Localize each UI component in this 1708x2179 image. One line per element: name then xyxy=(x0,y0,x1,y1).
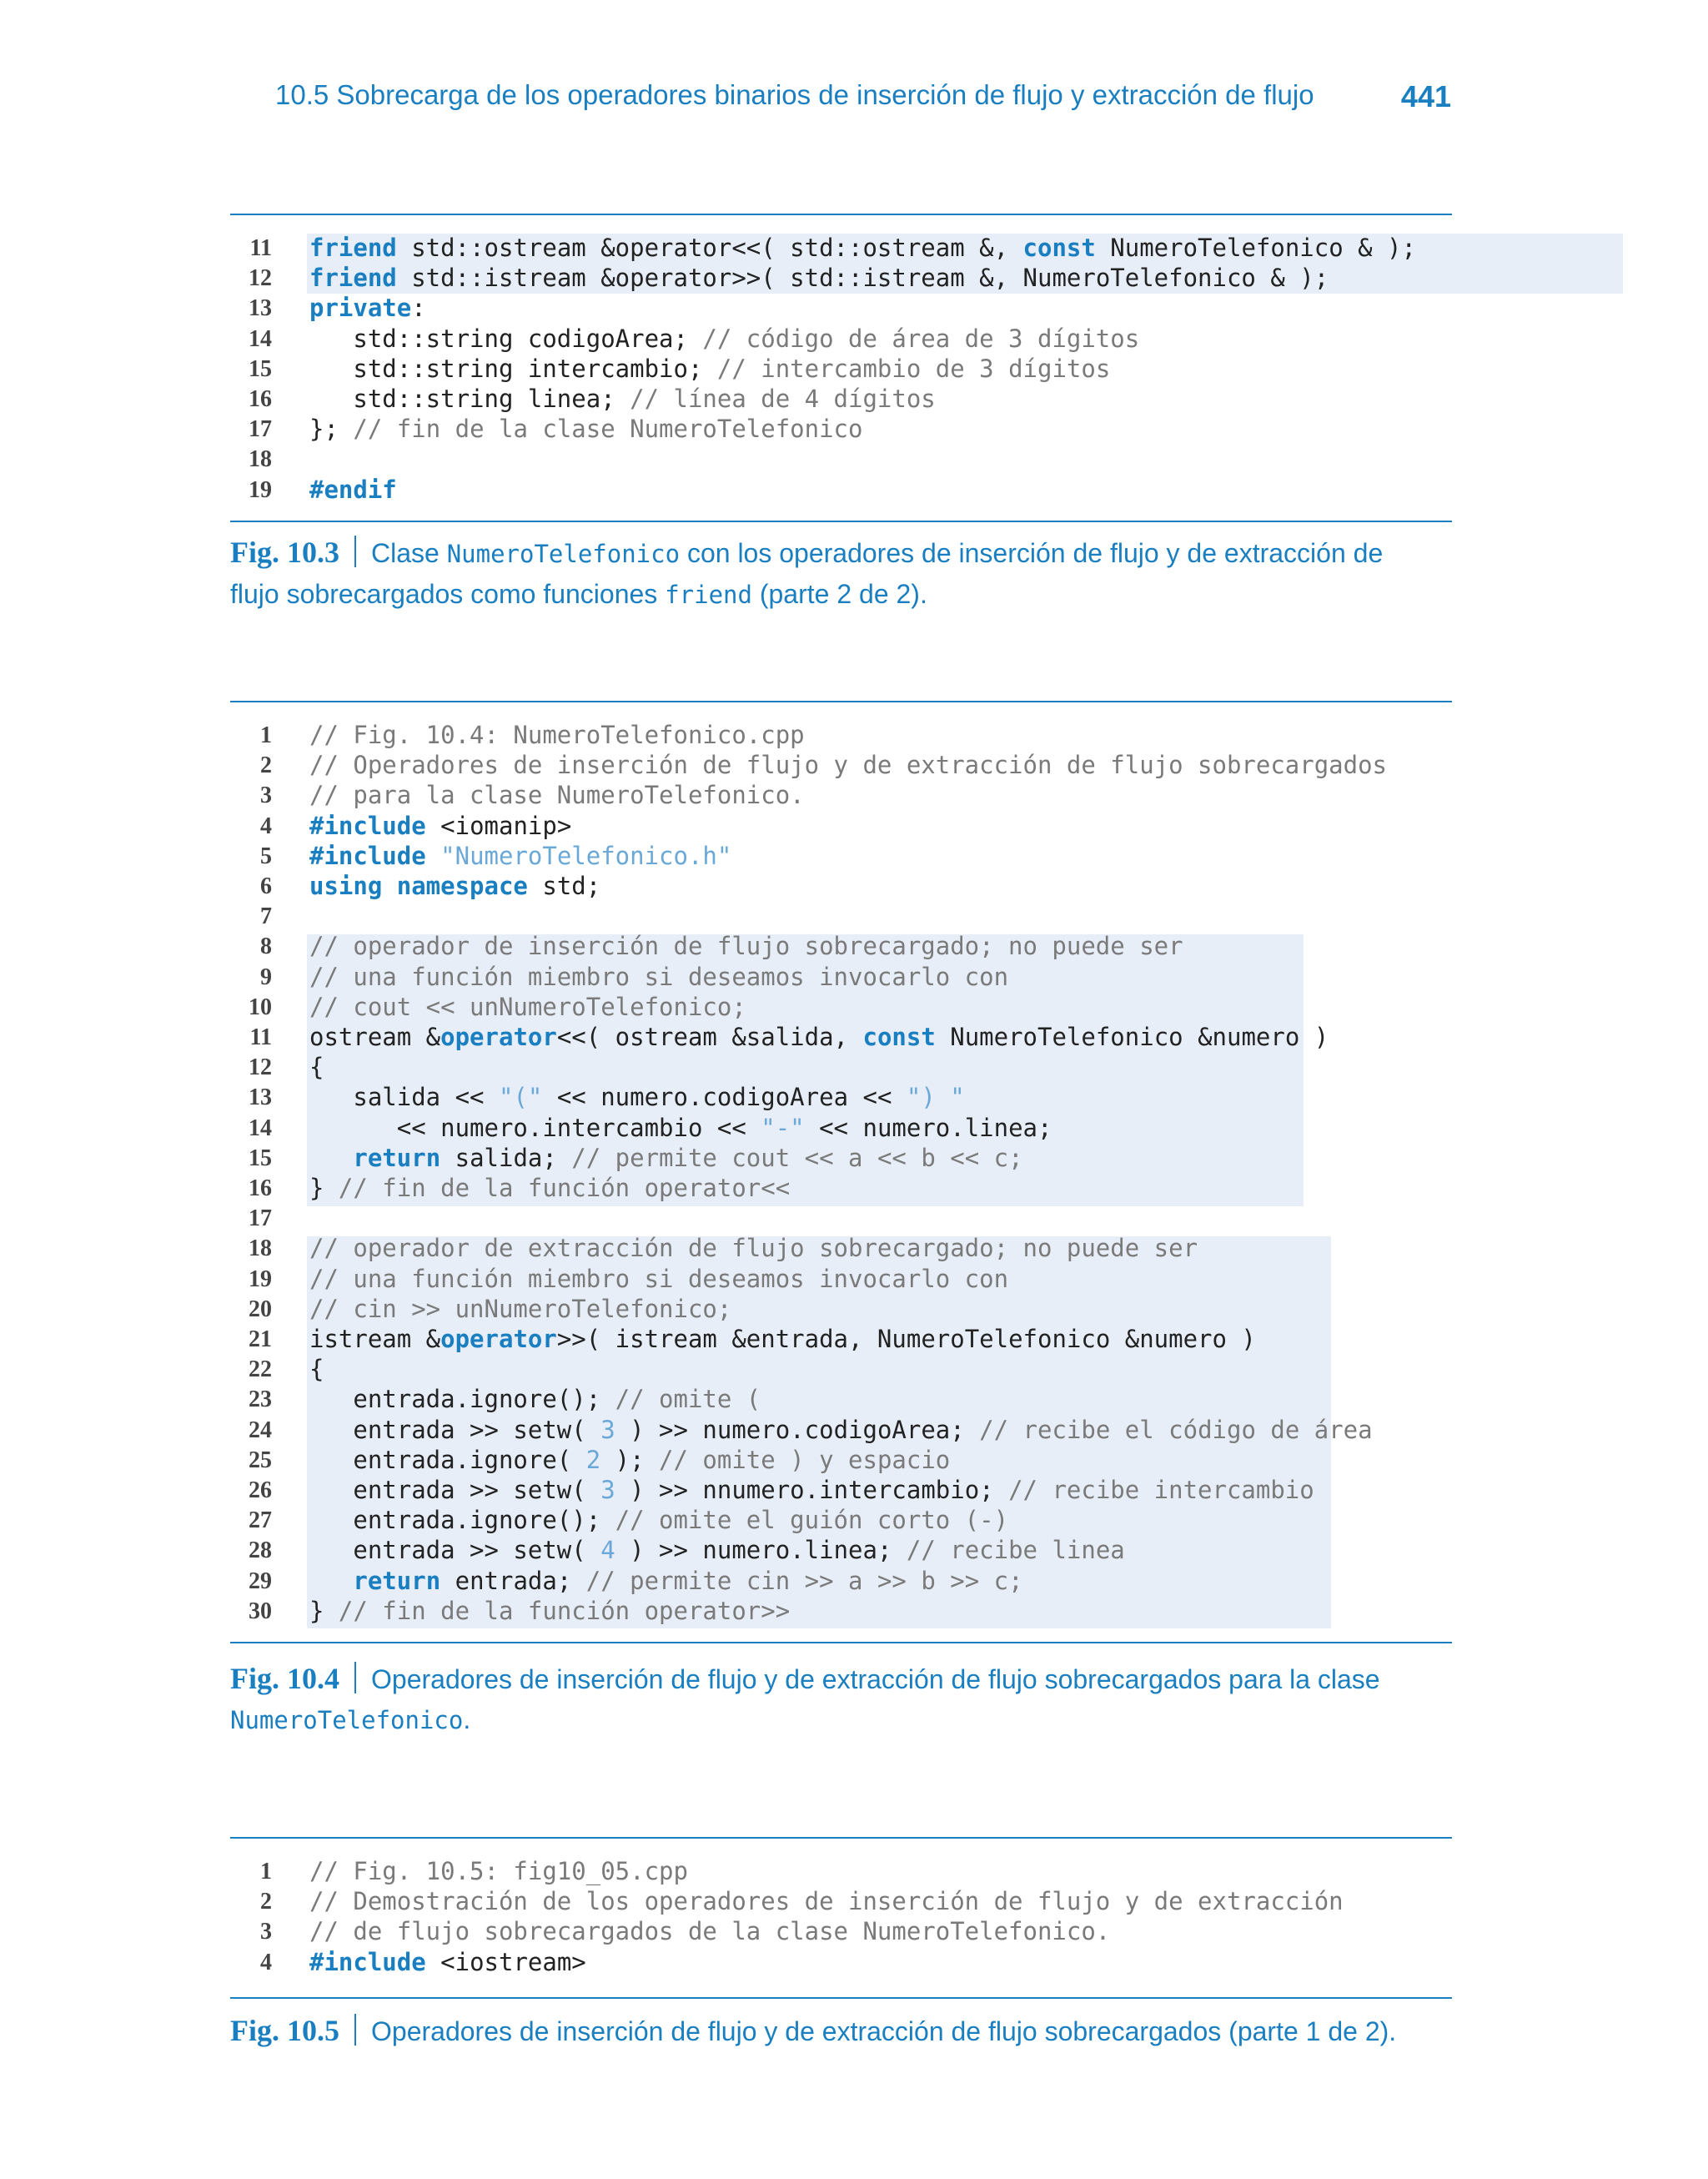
code-line xyxy=(230,1506,1452,1536)
code-comment: // Demostración de los operadores de inserción de flujo y de extracción xyxy=(309,1887,1344,1916)
line-number: 1 xyxy=(260,722,272,748)
code-literal: 3 xyxy=(600,1415,615,1444)
caption-text: . xyxy=(463,1704,471,1734)
code-text: entrada; xyxy=(440,1566,586,1595)
code-line xyxy=(230,993,1452,1023)
code-text: entrada.ignore(); xyxy=(309,1385,615,1414)
figure-caption-10-5 xyxy=(230,2010,1452,2051)
code-comment: // omite ) y espacio xyxy=(659,1445,951,1474)
code-line xyxy=(230,1446,1452,1476)
line-number: 2 xyxy=(260,752,272,779)
line-number: 4 xyxy=(260,1949,272,1975)
line-source xyxy=(309,385,936,413)
code-keyword: const xyxy=(862,1023,936,1051)
line-source xyxy=(309,1917,1110,1945)
line-number: 19 xyxy=(249,476,272,503)
running-head xyxy=(275,79,1451,121)
caption-code: NumeroTelefonico xyxy=(446,540,681,568)
line-source xyxy=(309,812,571,840)
code-line xyxy=(230,872,1452,902)
code-line xyxy=(230,1948,1452,1978)
code-text: istream & xyxy=(309,1325,441,1353)
line-source xyxy=(309,355,1110,383)
listing-top-rule xyxy=(230,1837,1452,1839)
line-source xyxy=(309,721,805,749)
code-text: } xyxy=(309,1174,339,1202)
line-number: 1 xyxy=(260,1859,272,1885)
code-line xyxy=(230,1385,1452,1415)
code-comment: // de flujo sobrecargados de la clase NumeroTelefonico. xyxy=(309,1917,1111,1946)
code-text: : xyxy=(411,294,426,323)
code-comment: // permite cout << a << b << c; xyxy=(571,1143,1023,1172)
code-line xyxy=(230,1174,1452,1204)
line-source xyxy=(309,1114,1052,1142)
line-number: 5 xyxy=(260,843,272,869)
code-line xyxy=(230,264,1452,294)
code-line xyxy=(230,476,1452,506)
line-source xyxy=(309,1416,1373,1444)
listing-bottom-rule xyxy=(230,521,1452,522)
code-keyword: friend xyxy=(309,234,397,262)
code-keyword: friend xyxy=(309,264,397,293)
code-comment: // operador de inserción de flujo sobrecargado; no puede ser xyxy=(309,932,1183,961)
line-number: 7 xyxy=(260,903,272,930)
code-text: <iomanip> xyxy=(425,811,572,840)
code-comment: // Fig. 10.5: fig10_05.cpp xyxy=(309,1857,688,1885)
listing-bottom-rule xyxy=(230,1642,1452,1643)
line-number: 19 xyxy=(249,1266,272,1292)
code-comment: // omite ( xyxy=(615,1385,761,1414)
listing-top-rule xyxy=(230,701,1452,702)
line-number: 27 xyxy=(249,1507,272,1534)
line-number: 6 xyxy=(260,873,272,899)
code-keyword: #include xyxy=(309,841,426,870)
line-number: 4 xyxy=(260,813,272,839)
line-source xyxy=(309,325,1139,353)
code-line xyxy=(230,1023,1452,1053)
code-text: ); xyxy=(600,1445,660,1474)
line-number: 12 xyxy=(249,265,272,292)
code-text: entrada.ignore( xyxy=(309,1445,586,1474)
line-source xyxy=(309,842,731,870)
code-literal: 3 xyxy=(600,1476,615,1504)
code-line xyxy=(230,1144,1452,1174)
line-source xyxy=(309,1234,1198,1262)
line-number: 3 xyxy=(260,783,272,809)
caption-divider xyxy=(354,1662,356,1693)
code-line xyxy=(230,234,1452,264)
code-line xyxy=(230,385,1452,415)
line-source xyxy=(309,1506,1008,1534)
code-comment: // recibe intercambio xyxy=(1008,1476,1314,1504)
line-source xyxy=(309,415,862,443)
code-listing-fig-10-4 xyxy=(230,701,1452,1645)
code-text: std; xyxy=(527,872,601,900)
line-source xyxy=(309,751,1387,779)
code-line xyxy=(230,1204,1452,1234)
code-comment: // para la clase NumeroTelefonico. xyxy=(309,781,805,810)
line-number: 28 xyxy=(249,1537,272,1564)
line-number: 13 xyxy=(249,295,272,322)
listing-bottom-rule xyxy=(230,1997,1452,1999)
code-text: ostream & xyxy=(309,1023,441,1051)
code-comment: // código de área de 3 dígitos xyxy=(702,324,1140,353)
code-line xyxy=(230,932,1452,962)
code-literal: 2 xyxy=(585,1445,601,1474)
code-line xyxy=(230,781,1452,811)
code-line xyxy=(230,1114,1452,1144)
code-keyword: operator xyxy=(440,1023,557,1051)
code-line xyxy=(230,325,1452,355)
figure-label: Fig. 10.3 xyxy=(230,536,339,569)
code-literal: 4 xyxy=(600,1536,615,1565)
code-text: std::istream &operator>>( std::istream &, NumeroTelefonico & ); xyxy=(396,264,1329,293)
line-source xyxy=(309,1567,1023,1595)
code-text: } xyxy=(309,1596,339,1625)
code-line xyxy=(230,1536,1452,1566)
code-comment: // Operadores de inserción de flujo y de extracción de flujo sobrecargados xyxy=(309,751,1388,780)
figure-label: Fig. 10.4 xyxy=(230,1662,339,1695)
caption-text: Operadores de inserción de flujo y de extracción de flujo sobrecargados para la clase xyxy=(371,1664,1380,1694)
line-number: 25 xyxy=(249,1447,272,1473)
caption-code: NumeroTelefonico xyxy=(230,1706,464,1734)
line-source xyxy=(309,1053,324,1081)
code-line xyxy=(230,355,1452,385)
code-line xyxy=(230,294,1452,324)
code-literal: "-" xyxy=(761,1113,805,1142)
line-source xyxy=(309,1174,790,1202)
figure-caption-10-3 xyxy=(230,532,1414,615)
code-line xyxy=(230,721,1452,751)
code-listing-fig-10-3 xyxy=(230,214,1452,524)
code-line xyxy=(230,1917,1452,1947)
line-source xyxy=(309,1948,586,1976)
line-number: 3 xyxy=(260,1919,272,1945)
code-line xyxy=(230,1887,1452,1917)
line-number: 29 xyxy=(249,1568,272,1594)
code-line xyxy=(230,842,1452,872)
code-comment: // recibe linea xyxy=(906,1536,1125,1565)
code-text: }; xyxy=(309,415,354,444)
code-literal: ") " xyxy=(906,1083,965,1112)
line-number: 2 xyxy=(260,1889,272,1915)
line-source xyxy=(309,1536,1125,1564)
caption-text: (parte 2 de 2). xyxy=(751,579,927,609)
line-source xyxy=(309,1597,790,1625)
line-source xyxy=(309,993,746,1021)
code-comment: // una función miembro si deseamos invocarlo con xyxy=(309,1264,1009,1293)
line-source xyxy=(309,1265,1008,1293)
code-keyword: #endif xyxy=(309,475,397,504)
code-text: { xyxy=(309,1355,324,1384)
page-number: 441 xyxy=(1400,79,1451,113)
line-source xyxy=(309,872,600,900)
line-number: 9 xyxy=(260,964,272,990)
code-comment: // intercambio de 3 dígitos xyxy=(716,354,1111,383)
code-line xyxy=(230,445,1452,475)
code-text: <iostream> xyxy=(425,1947,586,1976)
code-line xyxy=(230,1355,1452,1385)
line-number: 23 xyxy=(249,1386,272,1413)
line-source xyxy=(309,264,1329,292)
code-text: entrada.ignore(); xyxy=(309,1506,615,1535)
line-number: 12 xyxy=(249,1054,272,1081)
caption-code: friend xyxy=(665,581,752,609)
caption-divider xyxy=(354,536,356,567)
line-number: 26 xyxy=(249,1477,272,1503)
code-keyword: return xyxy=(353,1566,441,1595)
code-text: NumeroTelefonico & ); xyxy=(1095,234,1416,262)
line-source xyxy=(309,932,1183,960)
code-text: std::string intercambio; xyxy=(309,354,717,383)
code-line xyxy=(230,1234,1452,1264)
code-keyword: private xyxy=(309,294,412,323)
line-number: 11 xyxy=(249,235,272,261)
line-source xyxy=(309,963,1008,991)
line-source xyxy=(309,1023,1329,1051)
code-text: std::ostream &operator<<( std::ostream &, xyxy=(396,234,1023,262)
line-source xyxy=(309,1887,1344,1915)
code-text: ) >> numero.linea; xyxy=(615,1536,907,1565)
code-text: salida; xyxy=(440,1143,572,1172)
code-comment: // fin de la función operator<< xyxy=(338,1174,791,1202)
code-text xyxy=(309,1144,353,1172)
line-number: 10 xyxy=(249,994,272,1020)
code-keyword: #include xyxy=(309,1947,426,1976)
code-comment: // cin >> unNumeroTelefonico; xyxy=(309,1294,732,1323)
code-comment: // línea de 4 dígitos xyxy=(630,385,936,413)
line-number: 15 xyxy=(249,1145,272,1171)
line-source xyxy=(309,1144,1023,1172)
code-line xyxy=(230,1325,1452,1355)
line-source xyxy=(309,1857,688,1885)
line-number: 16 xyxy=(249,386,272,412)
code-line xyxy=(230,1265,1452,1295)
code-keyword: using namespace xyxy=(309,872,528,900)
code-listing-fig-10-5 xyxy=(230,1837,1452,2000)
code-text: entrada >> setw( xyxy=(309,1536,601,1565)
line-source xyxy=(309,1476,1314,1504)
code-keyword: operator xyxy=(440,1325,557,1353)
line-source xyxy=(309,1446,950,1474)
code-text: NumeroTelefonico &numero ) xyxy=(935,1023,1329,1051)
line-source xyxy=(309,781,805,809)
code-text: ) >> numero.codigoArea; xyxy=(615,1415,980,1444)
code-text: << numero.codigoArea << xyxy=(542,1083,907,1112)
line-source xyxy=(309,1325,1256,1353)
line-number: 18 xyxy=(249,1235,272,1262)
line-number: 17 xyxy=(249,416,272,443)
code-line xyxy=(230,1567,1452,1597)
code-literal: "(" xyxy=(498,1083,543,1112)
figure-label: Fig. 10.5 xyxy=(230,2014,339,2047)
code-literal: "NumeroTelefonico.h" xyxy=(440,841,732,870)
code-text xyxy=(426,842,440,870)
code-line xyxy=(230,1597,1452,1627)
line-number: 11 xyxy=(249,1024,272,1050)
line-number: 24 xyxy=(249,1417,272,1443)
code-comment: // una función miembro si deseamos invocarlo con xyxy=(309,962,1009,991)
code-text: >>( istream &entrada, NumeroTelefonico &numero ) xyxy=(556,1325,1256,1353)
code-text: std::string codigoArea; xyxy=(309,324,703,353)
line-number: 16 xyxy=(249,1175,272,1201)
code-comment: // recibe el código de área xyxy=(979,1415,1373,1444)
code-text: << numero.intercambio << xyxy=(309,1113,761,1142)
code-text: salida << xyxy=(309,1083,499,1112)
code-text: entrada >> setw( xyxy=(309,1415,601,1444)
line-number: 13 xyxy=(249,1084,272,1111)
line-source xyxy=(309,476,397,504)
line-number: 18 xyxy=(249,446,272,473)
caption-divider xyxy=(354,2014,356,2046)
line-number: 22 xyxy=(249,1356,272,1383)
code-comment: // fin de la función operator>> xyxy=(338,1596,791,1625)
caption-text: Clase xyxy=(371,538,447,568)
code-text xyxy=(309,1567,353,1595)
line-number: 14 xyxy=(249,325,272,352)
code-line xyxy=(230,1053,1452,1083)
running-head-section: 10.5 Sobrecarga de los operadores binarios de inserción de flujo y extracción de flujo xyxy=(275,79,1314,110)
code-comment: // omite el guión corto (-) xyxy=(615,1506,1009,1535)
code-comment: // permite cin >> a >> b >> c; xyxy=(585,1566,1023,1595)
code-text: { xyxy=(309,1053,324,1082)
code-line xyxy=(230,1083,1452,1113)
line-source xyxy=(309,294,426,322)
code-line xyxy=(230,1476,1452,1506)
code-line xyxy=(230,902,1452,932)
code-text: <<( ostream &salida, xyxy=(556,1023,863,1051)
line-source xyxy=(309,234,1416,262)
code-line xyxy=(230,1857,1452,1887)
line-number: 21 xyxy=(249,1326,272,1352)
code-text: std::string linea; xyxy=(309,385,630,413)
code-comment: // cout << unNumeroTelefonico; xyxy=(309,992,746,1021)
code-keyword: const xyxy=(1022,234,1096,262)
code-comment: // Fig. 10.4: NumeroTelefonico.cpp xyxy=(309,721,805,749)
line-number: 30 xyxy=(249,1598,272,1624)
line-source xyxy=(309,1355,324,1383)
code-line xyxy=(230,1295,1452,1325)
line-number: 20 xyxy=(249,1296,272,1322)
code-comment: // fin de la clase NumeroTelefonico xyxy=(353,415,863,444)
line-source xyxy=(309,1295,731,1323)
line-number: 8 xyxy=(260,933,272,960)
code-keyword: #include xyxy=(309,811,426,840)
figure-caption-10-4 xyxy=(230,1658,1414,1740)
code-text: << numero.linea; xyxy=(804,1113,1052,1142)
line-number: 17 xyxy=(249,1205,272,1232)
code-line xyxy=(230,812,1452,842)
caption-text: Operadores de inserción de flujo y de extracción de flujo sobrecargados (parte 1 de 2). xyxy=(371,2016,1397,2046)
code-line xyxy=(230,751,1452,781)
code-line xyxy=(230,1416,1452,1446)
listing-top-rule xyxy=(230,214,1452,215)
code-text: entrada >> setw( xyxy=(309,1476,601,1504)
code-line xyxy=(230,963,1452,993)
line-number: 14 xyxy=(249,1115,272,1141)
code-line xyxy=(230,415,1452,445)
line-source xyxy=(309,1385,761,1413)
line-number: 15 xyxy=(249,355,272,382)
code-keyword: return xyxy=(353,1143,441,1172)
caption-text: con los operadores de inserción de flujo y de extracción de flujo sobrecargados como funciones xyxy=(230,538,1384,609)
code-text: ) >> nnumero.intercambio; xyxy=(615,1476,1009,1504)
line-source xyxy=(309,1083,965,1111)
code-comment: // operador de extracción de flujo sobrecargado; no puede ser xyxy=(309,1234,1198,1263)
